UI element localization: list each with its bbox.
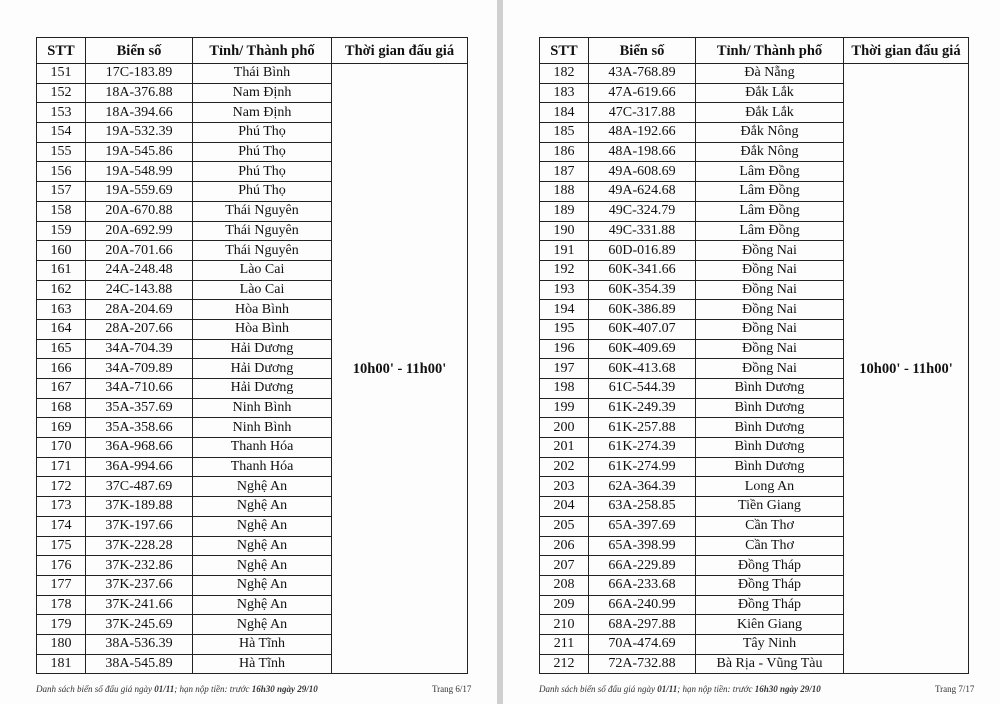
cell-plate: 47C-317.88 [589, 103, 696, 123]
cell-plate: 60K-413.68 [589, 359, 696, 379]
cell-stt: 211 [540, 634, 589, 654]
cell-stt: 189 [540, 201, 589, 221]
cell-stt: 173 [37, 497, 86, 517]
cell-plate: 36A-968.66 [86, 438, 193, 458]
cell-province: Thanh Hóa [193, 457, 332, 477]
cell-stt: 174 [37, 516, 86, 536]
cell-province: Bình Dương [696, 438, 844, 458]
cell-province: Ninh Bình [193, 418, 332, 438]
cell-stt: 156 [37, 162, 86, 182]
cell-plate: 19A-559.69 [86, 182, 193, 202]
cell-province: Phú Thọ [193, 162, 332, 182]
cell-stt: 199 [540, 398, 589, 418]
cell-stt: 175 [37, 536, 86, 556]
cell-stt: 194 [540, 300, 589, 320]
cell-plate: 66A-229.89 [589, 556, 696, 576]
cell-auction-time: 10h00' - 11h00' [844, 64, 969, 674]
cell-stt: 204 [540, 497, 589, 517]
page-right [503, 0, 1000, 704]
cell-province: Đồng Nai [696, 339, 844, 359]
cell-stt: 203 [540, 477, 589, 497]
cell-province: Nghệ An [193, 556, 332, 576]
cell-province: Lâm Đồng [696, 201, 844, 221]
table-header [37, 38, 468, 64]
cell-province: Đắk Lắk [696, 83, 844, 103]
cell-plate: 61K-257.88 [589, 418, 696, 438]
cell-province: Thái Bình [193, 64, 332, 84]
plate-table-left [36, 37, 468, 674]
cell-province: Đồng Nai [696, 241, 844, 261]
cell-plate: 37K-189.88 [86, 497, 193, 517]
cell-stt: 182 [540, 64, 589, 84]
cell-stt: 208 [540, 575, 589, 595]
cell-stt: 168 [37, 398, 86, 418]
cell-province: Hải Dương [193, 379, 332, 399]
cell-plate: 37C-487.69 [86, 477, 193, 497]
cell-plate: 37K-232.86 [86, 556, 193, 576]
cell-province: Phú Thọ [193, 123, 332, 143]
header-plate: Biển số [86, 38, 193, 64]
footer-note [36, 684, 318, 694]
cell-stt: 170 [37, 438, 86, 458]
cell-province: Hải Dương [193, 359, 332, 379]
cell-plate: 37K-245.69 [86, 615, 193, 635]
cell-stt: 154 [37, 123, 86, 143]
cell-plate: 20A-701.66 [86, 241, 193, 261]
footer-prefix: Danh sách biển số đấu giá ngày [539, 684, 658, 694]
cell-plate: 70A-474.69 [589, 634, 696, 654]
cell-province: Đồng Tháp [696, 575, 844, 595]
cell-province: Cần Thơ [696, 536, 844, 556]
footer-deadline: 16h30 ngày 29/10 [754, 684, 821, 694]
cell-province: Bình Dương [696, 379, 844, 399]
cell-province: Lâm Đồng [696, 221, 844, 241]
cell-plate: 65A-398.99 [589, 536, 696, 556]
cell-stt: 193 [540, 280, 589, 300]
cell-stt: 188 [540, 182, 589, 202]
cell-plate: 43A-768.89 [589, 64, 696, 84]
cell-province: Nam Định [193, 83, 332, 103]
cell-plate: 37K-237.66 [86, 575, 193, 595]
cell-province: Nghệ An [193, 497, 332, 517]
cell-plate: 49A-624.68 [589, 182, 696, 202]
cell-province: Lâm Đồng [696, 182, 844, 202]
cell-province: Hòa Bình [193, 319, 332, 339]
cell-plate: 34A-709.89 [86, 359, 193, 379]
cell-plate: 68A-297.88 [589, 615, 696, 635]
footer-note [539, 684, 821, 694]
cell-plate: 17C-183.89 [86, 64, 193, 84]
cell-plate: 60K-386.89 [589, 300, 696, 320]
cell-stt: 159 [37, 221, 86, 241]
cell-plate: 72A-732.88 [589, 654, 696, 674]
header-province: Tỉnh/ Thành phố [193, 38, 332, 64]
cell-province: Đồng Tháp [696, 556, 844, 576]
cell-stt: 187 [540, 162, 589, 182]
cell-plate: 35A-357.69 [86, 398, 193, 418]
cell-stt: 197 [540, 359, 589, 379]
cell-stt: 191 [540, 241, 589, 261]
cell-stt: 177 [37, 575, 86, 595]
cell-stt: 201 [540, 438, 589, 458]
cell-stt: 196 [540, 339, 589, 359]
cell-province: Hà Tĩnh [193, 654, 332, 674]
cell-province: Đồng Nai [696, 280, 844, 300]
cell-stt: 153 [37, 103, 86, 123]
cell-stt: 202 [540, 457, 589, 477]
cell-province: Ninh Bình [193, 398, 332, 418]
cell-stt: 200 [540, 418, 589, 438]
table-header [540, 38, 969, 64]
footer-mid: ; hạn nộp tiền: trước [174, 684, 252, 694]
cell-province: Đồng Nai [696, 300, 844, 320]
cell-province: Bình Dương [696, 418, 844, 438]
cell-province: Đắk Nông [696, 123, 844, 143]
plate-table-right [539, 37, 969, 674]
cell-plate: 48A-192.66 [589, 123, 696, 143]
cell-plate: 34A-710.66 [86, 379, 193, 399]
cell-province: Hải Dương [193, 339, 332, 359]
cell-stt: 151 [37, 64, 86, 84]
cell-province: Hòa Bình [193, 300, 332, 320]
cell-stt: 180 [37, 634, 86, 654]
header-stt: STT [540, 38, 589, 64]
cell-province: Thái Nguyên [193, 221, 332, 241]
cell-plate: 19A-545.86 [86, 142, 193, 162]
cell-province: Đắk Lắk [696, 103, 844, 123]
cell-province: Nghệ An [193, 595, 332, 615]
cell-stt: 190 [540, 221, 589, 241]
cell-stt: 155 [37, 142, 86, 162]
cell-stt: 169 [37, 418, 86, 438]
cell-province: Lào Cai [193, 280, 332, 300]
cell-plate: 38A-536.39 [86, 634, 193, 654]
cell-plate: 28A-204.69 [86, 300, 193, 320]
cell-stt: 186 [540, 142, 589, 162]
cell-stt: 185 [540, 123, 589, 143]
cell-plate: 49C-324.79 [589, 201, 696, 221]
cell-province: Nghệ An [193, 615, 332, 635]
cell-province: Đồng Nai [696, 319, 844, 339]
footer-date: 01/11 [154, 684, 175, 694]
cell-stt: 183 [540, 83, 589, 103]
cell-plate: 66A-233.68 [589, 575, 696, 595]
cell-stt: 205 [540, 516, 589, 536]
cell-plate: 36A-994.66 [86, 457, 193, 477]
footer-mid: ; hạn nộp tiền: trước [677, 684, 755, 694]
header-plate: Biển số [589, 38, 696, 64]
cell-plate: 61K-274.99 [589, 457, 696, 477]
cell-plate: 20A-692.99 [86, 221, 193, 241]
cell-stt: 198 [540, 379, 589, 399]
cell-stt: 172 [37, 477, 86, 497]
cell-province: Đồng Nai [696, 359, 844, 379]
cell-plate: 65A-397.69 [589, 516, 696, 536]
cell-plate: 37K-241.66 [86, 595, 193, 615]
cell-stt: 207 [540, 556, 589, 576]
cell-province: Cần Thơ [696, 516, 844, 536]
cell-stt: 158 [37, 201, 86, 221]
cell-plate: 66A-240.99 [589, 595, 696, 615]
cell-province: Phú Thọ [193, 142, 332, 162]
cell-province: Bình Dương [696, 457, 844, 477]
cell-province: Đà Nẵng [696, 64, 844, 84]
cell-province: Thanh Hóa [193, 438, 332, 458]
cell-province: Lâm Đồng [696, 162, 844, 182]
cell-stt: 163 [37, 300, 86, 320]
footer-prefix: Danh sách biển số đấu giá ngày [36, 684, 155, 694]
cell-plate: 20A-670.88 [86, 201, 193, 221]
cell-plate: 35A-358.66 [86, 418, 193, 438]
cell-plate: 60K-354.39 [589, 280, 696, 300]
cell-stt: 165 [37, 339, 86, 359]
header-time: Thời gian đấu giá [844, 38, 969, 64]
cell-stt: 212 [540, 654, 589, 674]
cell-plate: 49A-608.69 [589, 162, 696, 182]
cell-province: Nghệ An [193, 536, 332, 556]
table-row [37, 64, 468, 84]
cell-province: Nghệ An [193, 575, 332, 595]
cell-plate: 61K-274.39 [589, 438, 696, 458]
cell-plate: 37K-197.66 [86, 516, 193, 536]
page-number: Trang 6/17 [432, 684, 472, 694]
cell-stt: 160 [37, 241, 86, 261]
cell-stt: 192 [540, 260, 589, 280]
cell-province: Lào Cai [193, 260, 332, 280]
cell-stt: 210 [540, 615, 589, 635]
cell-province: Tiền Giang [696, 497, 844, 517]
cell-plate: 47A-619.66 [589, 83, 696, 103]
cell-province: Hà Tĩnh [193, 634, 332, 654]
cell-stt: 166 [37, 359, 86, 379]
cell-province: Phú Thọ [193, 182, 332, 202]
cell-plate: 18A-376.88 [86, 83, 193, 103]
cell-province: Bà Rịa - Vũng Tàu [696, 654, 844, 674]
header-province: Tỉnh/ Thành phố [696, 38, 844, 64]
cell-plate: 24C-143.88 [86, 280, 193, 300]
cell-stt: 195 [540, 319, 589, 339]
cell-province: Thái Nguyên [193, 241, 332, 261]
cell-province: Long An [696, 477, 844, 497]
cell-plate: 19A-548.99 [86, 162, 193, 182]
cell-plate: 60K-409.69 [589, 339, 696, 359]
cell-stt: 157 [37, 182, 86, 202]
table-row [540, 64, 969, 84]
cell-stt: 152 [37, 83, 86, 103]
cell-plate: 19A-532.39 [86, 123, 193, 143]
cell-plate: 28A-207.66 [86, 319, 193, 339]
cell-plate: 38A-545.89 [86, 654, 193, 674]
cell-stt: 176 [37, 556, 86, 576]
cell-plate: 37K-228.28 [86, 536, 193, 556]
cell-province: Nam Định [193, 103, 332, 123]
cell-province: Đồng Nai [696, 260, 844, 280]
cell-province: Tây Ninh [696, 634, 844, 654]
cell-stt: 162 [37, 280, 86, 300]
header-stt: STT [37, 38, 86, 64]
cell-plate: 61C-544.39 [589, 379, 696, 399]
cell-stt: 179 [37, 615, 86, 635]
cell-plate: 61K-249.39 [589, 398, 696, 418]
cell-stt: 171 [37, 457, 86, 477]
cell-plate: 62A-364.39 [589, 477, 696, 497]
cell-plate: 60K-407.07 [589, 319, 696, 339]
cell-plate: 60D-016.89 [589, 241, 696, 261]
cell-plate: 60K-341.66 [589, 260, 696, 280]
cell-province: Thái Nguyên [193, 201, 332, 221]
page-left [0, 0, 497, 704]
cell-plate: 18A-394.66 [86, 103, 193, 123]
cell-stt: 164 [37, 319, 86, 339]
cell-province: Nghệ An [193, 516, 332, 536]
cell-auction-time: 10h00' - 11h00' [332, 64, 468, 674]
cell-stt: 167 [37, 379, 86, 399]
cell-plate: 48A-198.66 [589, 142, 696, 162]
cell-province: Bình Dương [696, 398, 844, 418]
cell-province: Nghệ An [193, 477, 332, 497]
footer-deadline: 16h30 ngày 29/10 [251, 684, 318, 694]
cell-stt: 206 [540, 536, 589, 556]
cell-province: Kiên Giang [696, 615, 844, 635]
cell-plate: 24A-248.48 [86, 260, 193, 280]
cell-plate: 34A-704.39 [86, 339, 193, 359]
cell-stt: 178 [37, 595, 86, 615]
page-number: Trang 7/17 [935, 684, 975, 694]
cell-province: Đắk Nông [696, 142, 844, 162]
cell-stt: 209 [540, 595, 589, 615]
cell-province: Đồng Tháp [696, 595, 844, 615]
cell-plate: 63A-258.85 [589, 497, 696, 517]
cell-stt: 161 [37, 260, 86, 280]
footer-date: 01/11 [657, 684, 678, 694]
cell-plate: 49C-331.88 [589, 221, 696, 241]
cell-stt: 181 [37, 654, 86, 674]
header-time: Thời gian đấu giá [332, 38, 468, 64]
cell-stt: 184 [540, 103, 589, 123]
